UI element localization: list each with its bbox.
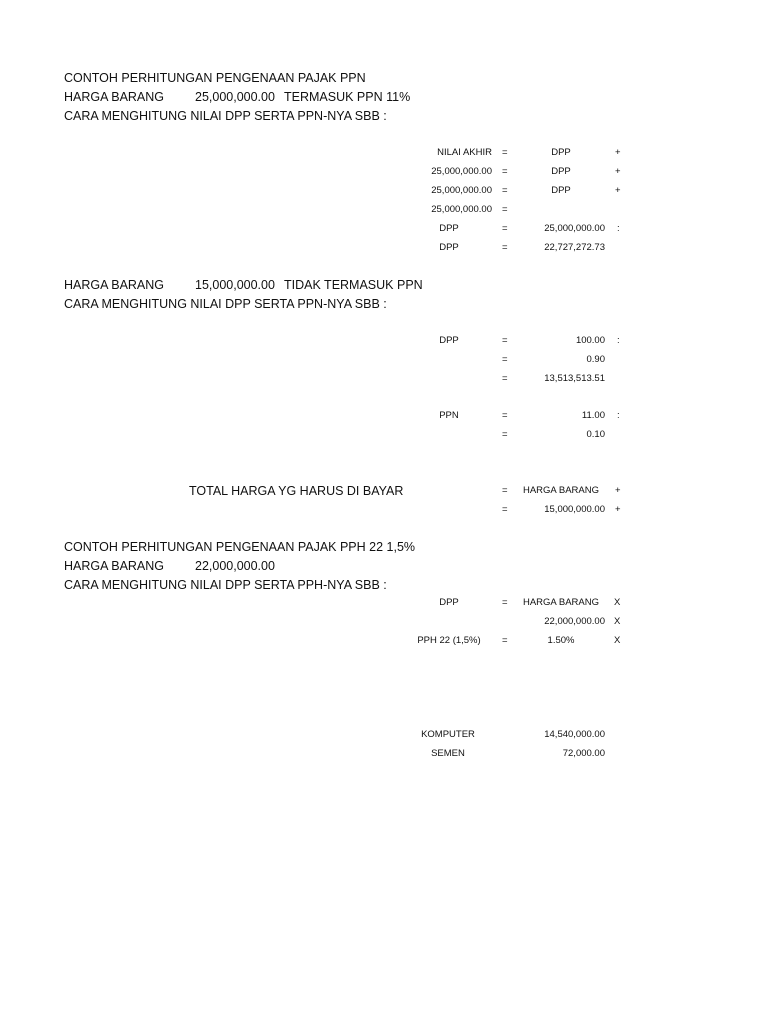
calc-cell-b: 15,000,000.00 — [544, 504, 605, 515]
item-name: KOMPUTER — [421, 729, 475, 740]
item-name: SEMEN — [431, 748, 465, 759]
calc-cell-op: : — [617, 335, 620, 346]
calc-cell-a: PPN — [439, 410, 459, 421]
calc-cell-op: + — [615, 185, 621, 196]
calc-cell-b: 25,000,000.00 — [544, 223, 605, 234]
calc-cell-b: DPP — [551, 147, 571, 158]
total-label: TOTAL HARGA YG HARUS DI BAYAR — [189, 484, 404, 498]
calc-cell-b: 0.90 — [586, 354, 605, 365]
calc-cell-op: + — [615, 166, 621, 177]
calc-cell-op: X — [614, 616, 621, 627]
ppn-price-note: TERMASUK PPN 11% — [284, 90, 411, 104]
calc-cell-a: DPP — [439, 597, 459, 608]
calc-cell-eq: = — [502, 166, 508, 177]
pph-title: CONTOH PERHITUNGAN PENGENAAN PAJAK PPH 22 1,5% — [64, 540, 416, 554]
ppn-ex-price-value: 15,000,000.00 — [195, 278, 275, 292]
pph-method-line: CARA MENGHITUNG NILAI DPP SERTA PPH-NYA SBB : — [64, 578, 387, 592]
ppn-title: CONTOH PERHITUNGAN PENGENAAN PAJAK PPN — [64, 71, 366, 85]
calc-cell-eq: = — [502, 354, 508, 365]
calc-cell-eq: = — [502, 635, 508, 646]
calc-cell-op: X — [614, 635, 621, 646]
calc-cell-b: 22,727,272.73 — [544, 242, 605, 253]
calc-cell-eq: = — [502, 185, 508, 196]
calc-cell-eq: = — [502, 242, 508, 253]
calc-cell-a: DPP — [439, 223, 459, 234]
calc-cell-eq: = — [502, 429, 508, 440]
calc-cell-eq: = — [502, 335, 508, 346]
calc-cell-b: 13,513,513.51 — [544, 373, 605, 384]
pph-price-label: HARGA BARANG — [64, 559, 165, 573]
item-value: 14,540,000.00 — [544, 729, 605, 740]
calc-cell-eq: = — [502, 485, 508, 496]
item-value: 72,000.00 — [562, 748, 605, 759]
calc-cell-eq: = — [502, 204, 508, 215]
calc-cell-op: : — [617, 223, 620, 234]
calc-cell-op: + — [615, 485, 621, 496]
ppn-ex-price-label: HARGA BARANG — [64, 278, 165, 292]
calc-cell-op: X — [614, 597, 621, 608]
calc-cell-op: + — [615, 147, 621, 158]
calc-cell-eq: = — [502, 373, 508, 384]
ppn-method-line: CARA MENGHITUNG NILAI DPP SERTA PPN-NYA SBB : — [64, 109, 387, 123]
calc-cell-a: 25,000,000.00 — [431, 166, 492, 177]
calc-cell-a: DPP — [439, 335, 459, 346]
calc-cell-b: HARGA BARANG — [522, 597, 600, 608]
ppn-ex-price-note: TIDAK TERMASUK PPN — [284, 278, 423, 292]
calc-cell-eq: = — [502, 223, 508, 234]
calc-cell-b: 100.00 — [575, 335, 605, 346]
calc-cell-op: : — [617, 410, 620, 421]
calc-cell-b: HARGA BARANG — [522, 485, 600, 496]
calc-cell-eq: = — [502, 597, 508, 608]
calc-cell-a: PPH 22 (1,5%) — [417, 635, 481, 646]
calc-cell-b: DPP — [551, 185, 571, 196]
pph-price-value: 22,000,000.00 — [195, 559, 275, 573]
calc-cell-b: 0.10 — [586, 429, 605, 440]
ppn-ex-method-line: CARA MENGHITUNG NILAI DPP SERTA PPN-NYA SBB : — [64, 297, 387, 311]
calc-cell-b: 1.50% — [547, 635, 575, 646]
calc-cell-eq: = — [502, 147, 508, 158]
calc-cell-b: 22,000,000.00 — [544, 616, 605, 627]
ppn-price-value: 25,000,000.00 — [195, 90, 275, 104]
calc-cell-eq: = — [502, 410, 508, 421]
calc-cell-a: 25,000,000.00 — [431, 204, 492, 215]
calc-cell-a: NILAI AKHIR — [437, 147, 492, 158]
calc-cell-a: 25,000,000.00 — [431, 185, 492, 196]
calc-cell-b: 11.00 — [581, 410, 605, 421]
calc-cell-b: DPP — [551, 166, 571, 177]
calc-cell-op: + — [615, 504, 621, 515]
ppn-price-label: HARGA BARANG — [64, 90, 165, 104]
calc-cell-a: DPP — [439, 242, 459, 253]
calc-cell-eq: = — [502, 504, 508, 515]
